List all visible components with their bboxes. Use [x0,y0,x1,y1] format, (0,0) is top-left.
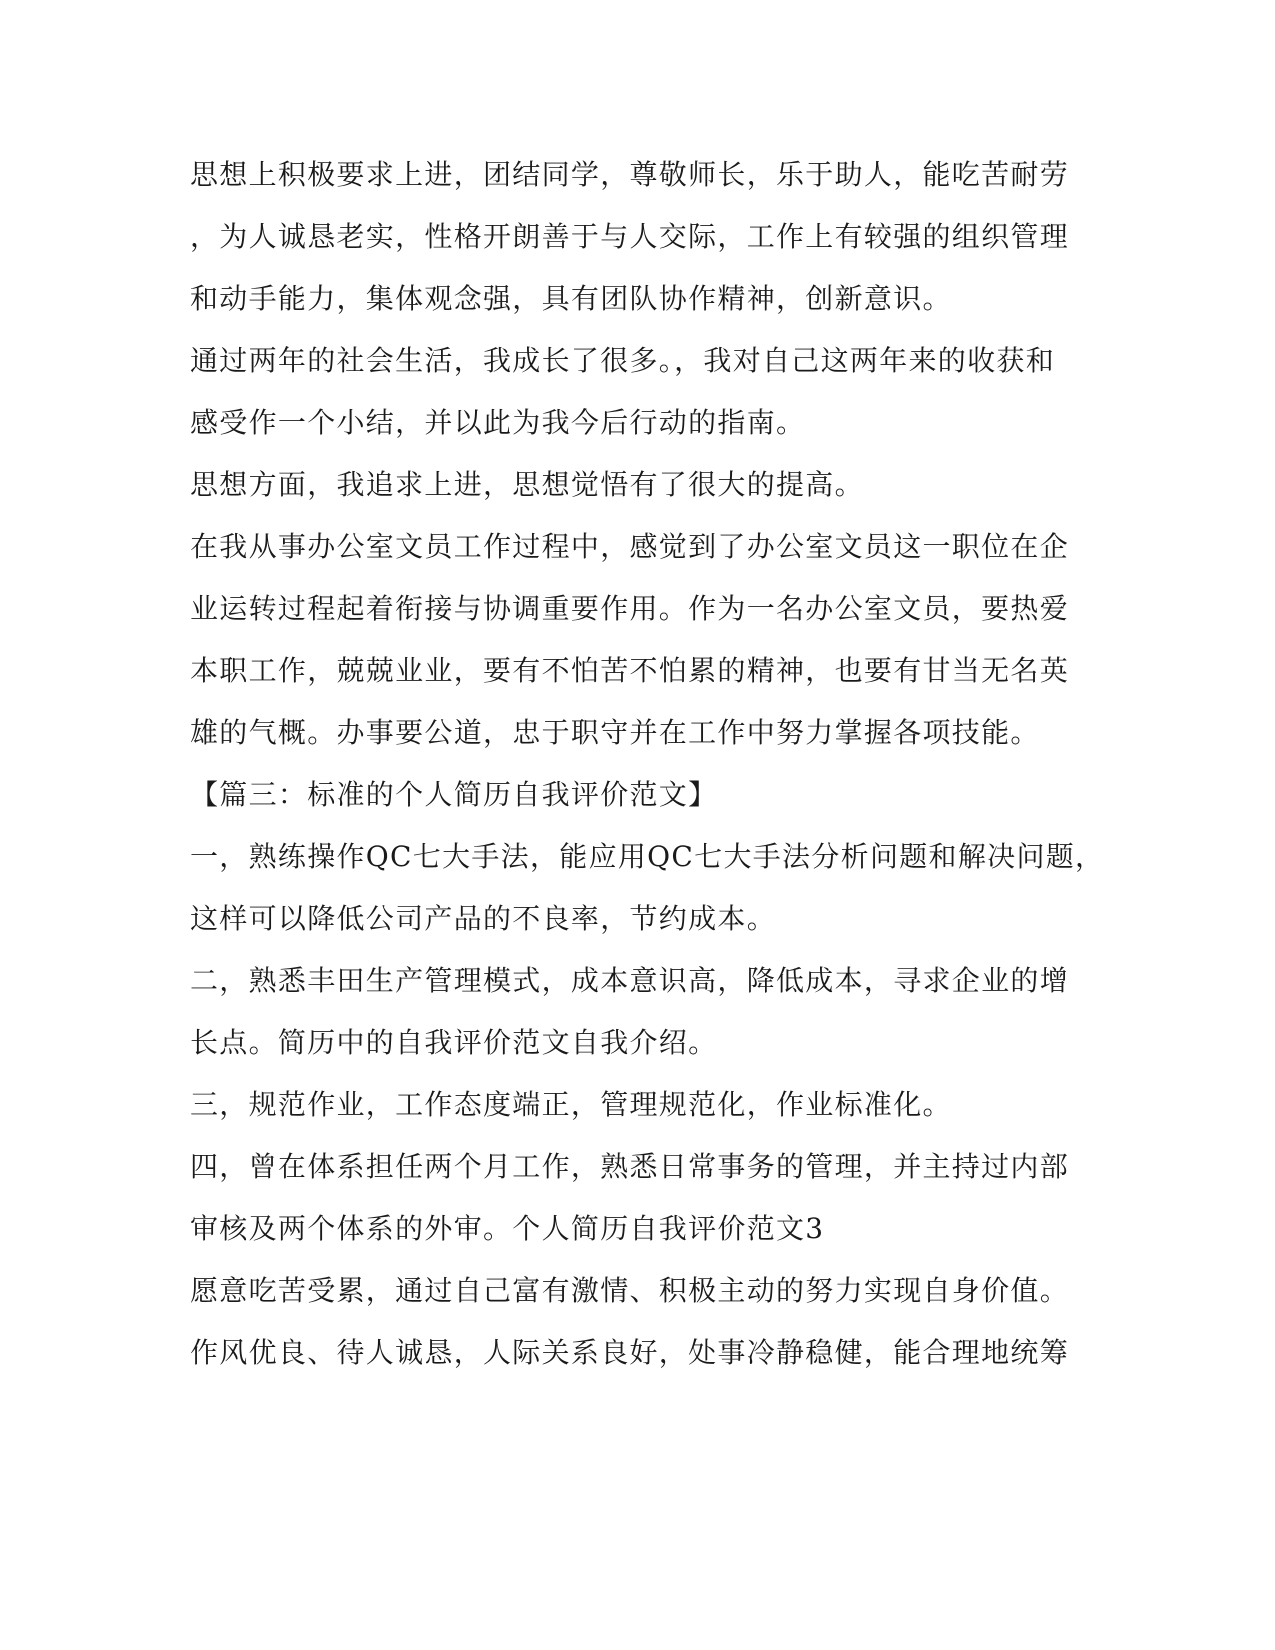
text-line: 一，熟练操作QC七大手法，能应用QC七大手法分析问题和解决问题， [190,840,1105,873]
text-line: 四，曾在体系担任两个月工作，熟悉日常事务的管理，并主持过内部 [190,1150,1070,1183]
text-line: 这样可以降低公司产品的不良率，节约成本。 [190,902,777,935]
text-line: 和动手能力，集体观念强，具有团队协作精神，创新意识。 [190,282,952,315]
text-line: 愿意吃苦受累，通过自己富有激情、积极主动的努力实现自身价值。 [190,1274,1070,1307]
section-heading: 【篇三：标准的个人简历自我评价范文】 [190,778,718,811]
text-line: 本职工作，兢兢业业，要有不怕苦不怕累的精神，也要有甘当无名英 [190,654,1070,687]
text-line: 作风优良、待人诚恳，人际关系良好，处事冷静稳健，能合理地统筹 [190,1336,1070,1369]
text-line: 三，规范作业，工作态度端正，管理规范化，作业标准化。 [190,1088,952,1121]
text-line: 思想上积极要求上进，团结同学，尊敬师长，乐于助人，能吃苦耐劳 [190,158,1070,191]
text-line: ，为人诚恳老实，性格开朗善于与人交际，工作上有较强的组织管理 [190,220,1070,253]
text-line: 审核及两个体系的外审。个人简历自我评价范文3 [190,1212,825,1245]
text-line: 长点。简历中的自我评价范文自我介绍。 [190,1026,718,1059]
text-line: 雄的气概。办事要公道，忠于职守并在工作中努力掌握各项技能。 [190,716,1040,749]
text-line: 在我从事办公室文员工作过程中，感觉到了办公室文员这一职位在企 [190,530,1070,563]
text-line: 二，熟悉丰田生产管理模式，成本意识高，降低成本，寻求企业的增 [190,964,1070,997]
text-line: 感受作一个小结，并以此为我今后行动的指南。 [190,406,806,439]
text-line: 业运转过程起着衔接与协调重要作用。作为一名办公室文员，要热爱 [190,592,1070,625]
text-line: 思想方面，我追求上进，思想觉悟有了很大的提高。 [190,468,864,501]
text-line: 通过两年的社会生活，我成长了很多。，我对自己这两年来的收获和 [190,344,1056,377]
